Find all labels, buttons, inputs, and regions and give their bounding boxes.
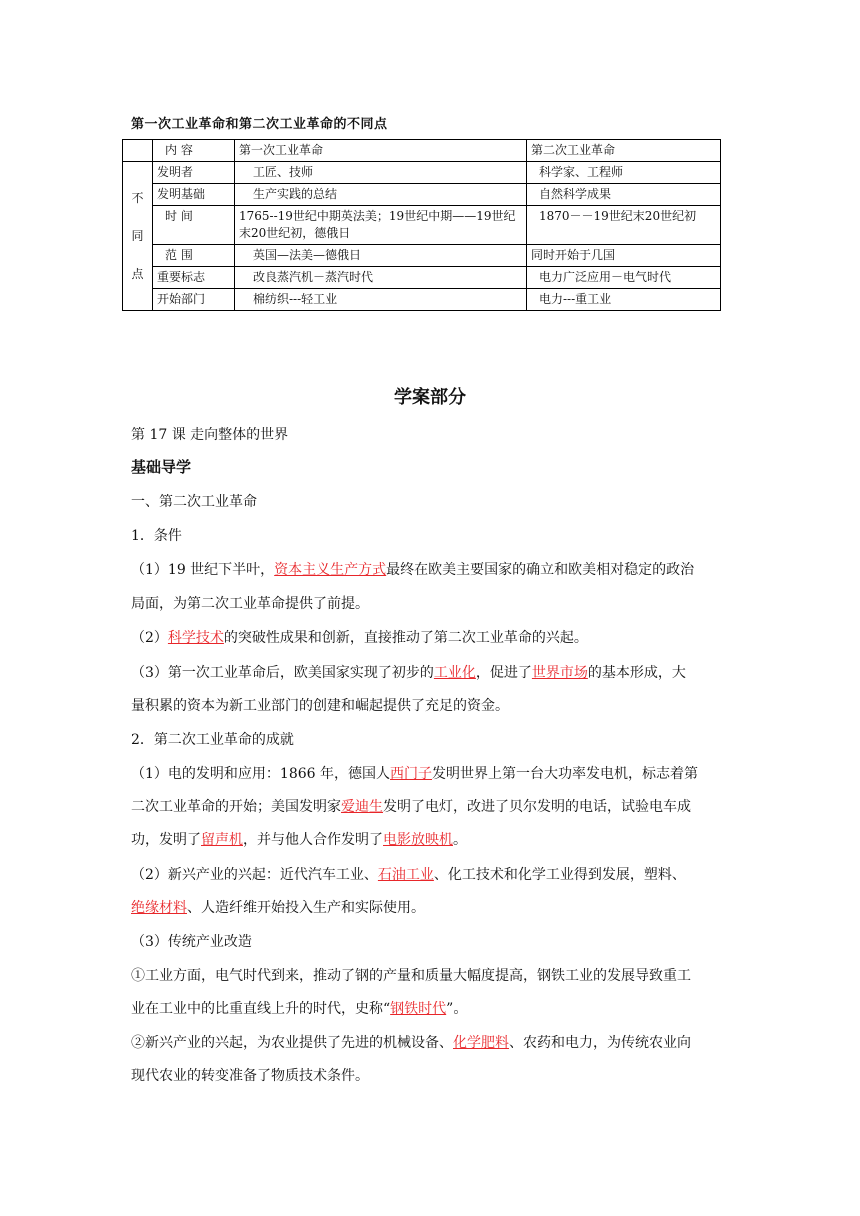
table-row — [123, 245, 721, 267]
table-header-row — [123, 140, 721, 162]
table-header: 第二次工业革命 — [527, 140, 721, 162]
paragraph-p5-line2: 绝缘材料、人造纤维开始投入生产和实际使用。 — [131, 900, 425, 916]
outline-item1: 1．条件 — [131, 528, 182, 544]
table-cell: 范 围 — [153, 245, 235, 267]
comparison-table — [122, 139, 721, 311]
table-cell: 工匠、技师 — [235, 162, 527, 184]
table-row — [123, 184, 721, 206]
table-header: 第一次工业革命 — [235, 140, 527, 162]
paragraph-p4-line2: 二次工业革命的开始；美国发明家爱迪生发明了电灯，改进了贝尔发明的电话，试验电车成 — [131, 799, 691, 815]
highlight-term: 钢铁时代 — [390, 1001, 447, 1017]
outline-part1: 一、第二次工业革命 — [131, 494, 257, 510]
highlight-term: 世界市场 — [531, 665, 588, 681]
table-cell: 科学家、工程师 — [527, 162, 721, 184]
highlight-term: 化学肥料 — [453, 1035, 509, 1051]
table-cell: 电力广泛应用－电气时代 — [527, 267, 721, 289]
highlight-term: 绝缘材料 — [131, 900, 187, 916]
table-cell: 发明基础 — [153, 184, 235, 206]
highlight-term: 科学技术 — [167, 630, 224, 646]
table-cell: 1870－－19世纪末20世纪初 — [527, 206, 721, 245]
paragraph-p5-line1: （2）新兴产业的兴起：近代汽车工业、石油工业、化工技术和化学工业得到发展，塑料、 — [131, 867, 686, 883]
paragraph-p1-line1: （1）19 世纪下半叶，资本主义生产方式最终在欧美主要国家的确立和欧美相对稳定的政治 — [131, 562, 695, 578]
table-cell: 1765--19世纪中期英法美；19世纪中期——19世纪末20世纪初，德俄日 — [235, 206, 527, 245]
heading-basic-guide: 基础导学 — [131, 458, 192, 476]
table-row — [123, 162, 721, 184]
table-row — [123, 206, 721, 245]
lesson-title: 第 17 课 走向整体的世界 — [131, 427, 289, 443]
paragraph-p3-line2: 量积累的资本为新工业部门的创建和崛起提供了充足的资金。 — [131, 698, 509, 714]
paragraph-p4-line3: 功，发明了留声机，并与他人合作发明了电影放映机。 — [131, 832, 467, 848]
table-cell: 棉纺织---轻工业 — [235, 289, 527, 311]
outline-item2: 2．第二次工业革命的成就 — [131, 732, 294, 748]
highlight-term: 爱迪生 — [341, 799, 383, 815]
table-row — [123, 289, 721, 311]
paragraph-p8-line1: ②新兴产业的兴起，为农业提供了先进的机械设备、化学肥料、农药和电力，为传统农业向 — [131, 1035, 691, 1051]
table-cell: 改良蒸汽机－蒸汽时代 — [235, 267, 527, 289]
table-cell: 生产实践的总结 — [235, 184, 527, 206]
table-header: 内 容 — [153, 140, 235, 162]
table-cell: 电力---重工业 — [527, 289, 721, 311]
table-cell: 开始部门 — [153, 289, 235, 311]
highlight-term: 西门子 — [390, 766, 432, 782]
highlight-term: 工业化 — [433, 665, 476, 681]
paragraph-p6: （3）传统产业改造 — [131, 934, 252, 950]
side-label: 不 同 点 — [123, 162, 153, 311]
table-cell: 重要标志 — [153, 267, 235, 289]
section-title: 学案部分 — [394, 387, 466, 408]
paragraph-p4-line1: （1）电的发明和应用：1866 年，德国人西门子发明世界上第一台大功率发电机，标志着第 — [131, 766, 698, 782]
table-cell: 自然科学成果 — [527, 184, 721, 206]
table-cell: 英国—法美—德俄日 — [235, 245, 527, 267]
highlight-term: 资本主义生产方式 — [274, 562, 387, 578]
paragraph-p1-line2: 局面，为第二次工业革命提供了前提。 — [131, 596, 369, 612]
paragraph-p7-line1: ①工业方面，电气时代到来，推动了钢的产量和质量大幅度提高，钢铁工业的发展导致重工 — [131, 968, 691, 984]
table-corner-cell — [123, 140, 153, 162]
table-title: 第一次工业革命和第二次工业革命的不同点 — [131, 117, 388, 132]
paragraph-p3-line1: （3）第一次工业革命后，欧美国家实现了初步的工业化，促进了世界市场的基本形成，大 — [131, 665, 686, 681]
paragraph-p7-line2: 业在工业中的比重直线上升的时代，史称“钢铁时代”。 — [131, 1001, 468, 1017]
highlight-term: 电影放映机 — [383, 832, 453, 848]
table-cell: 时 间 — [153, 206, 235, 245]
paragraph-p2: （2）科学技术的突破性成果和创新，直接推动了第二次工业革命的兴起。 — [131, 630, 588, 646]
paragraph-p8-line2: 现代农业的转变准备了物质技术条件。 — [131, 1068, 369, 1084]
table-cell: 发明者 — [153, 162, 235, 184]
highlight-term: 石油工业 — [377, 867, 434, 883]
table-cell: 同时开始于几国 — [527, 245, 721, 267]
table-row — [123, 267, 721, 289]
highlight-term: 留声机 — [201, 832, 243, 848]
